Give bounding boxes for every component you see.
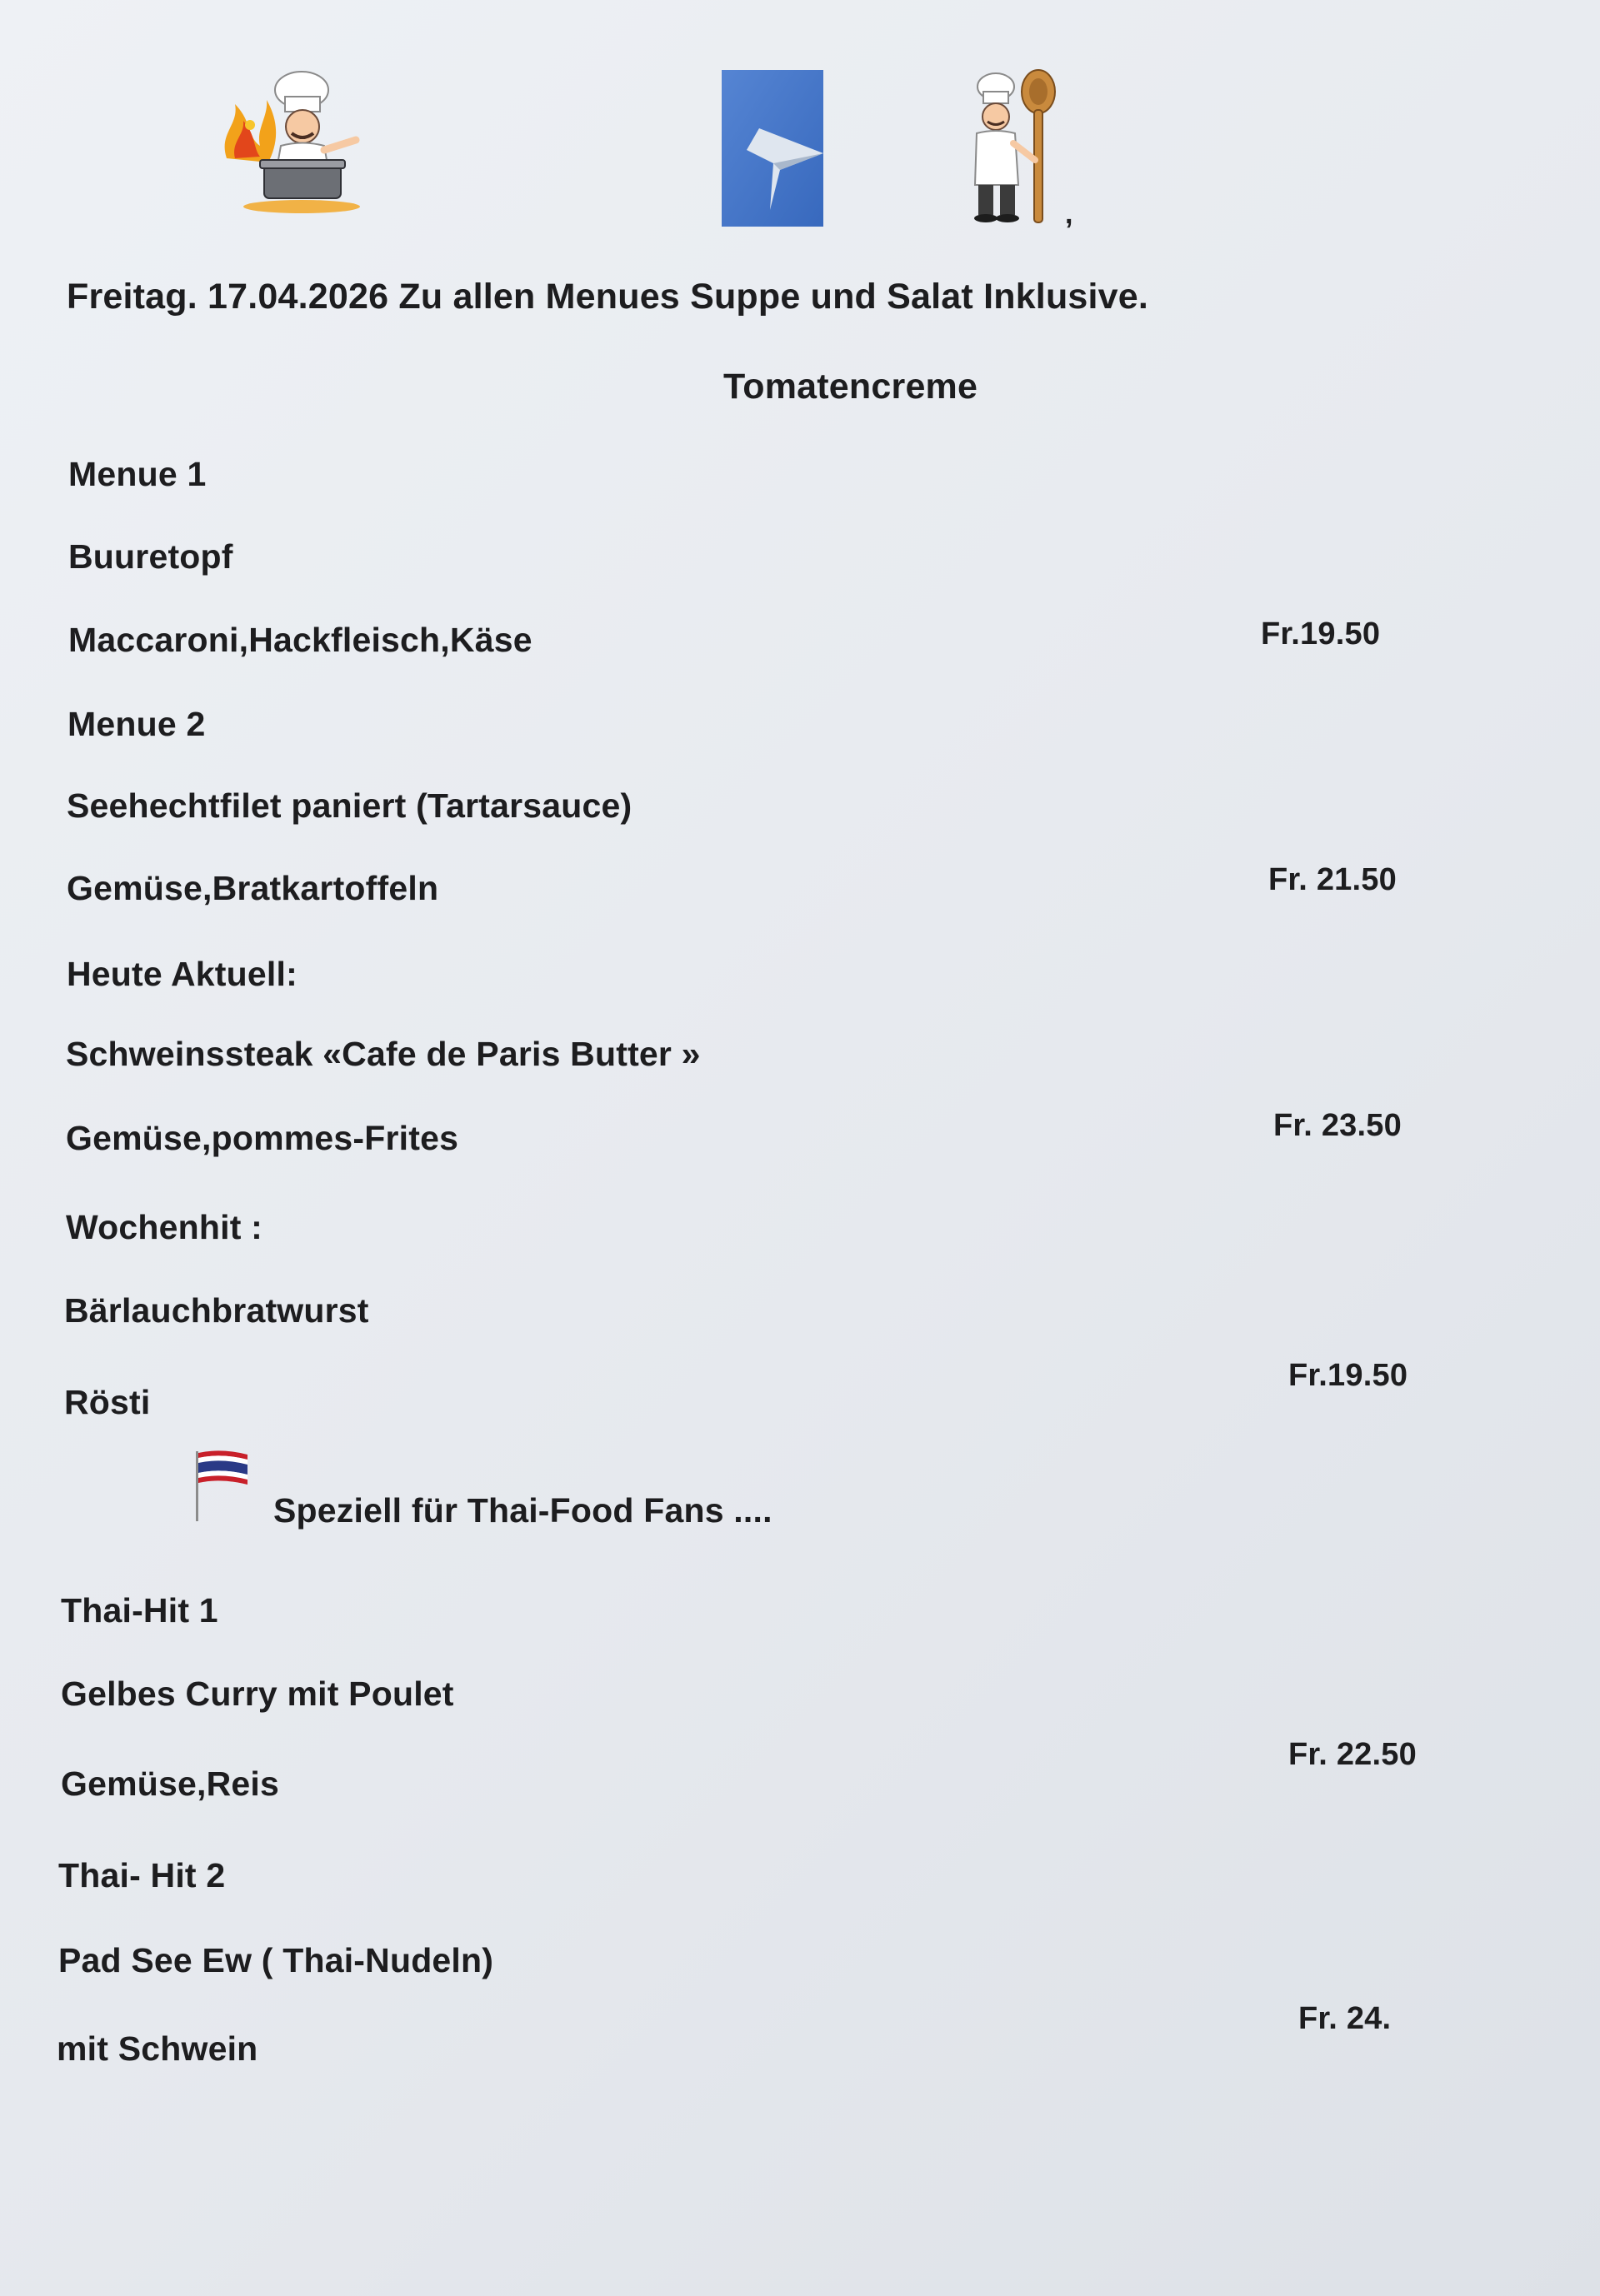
thai-2-label: Thai- Hit 2 bbox=[58, 1856, 226, 1894]
thai-flag-icon bbox=[188, 1446, 254, 1521]
thai-2-sides: mit Schwein bbox=[57, 2029, 258, 2068]
menu-2-dish: Seehechtfilet paniert (Tartarsauce) bbox=[67, 786, 632, 825]
date-line: Freitag. 17.04.2026 Zu allen Menues Suppe und Salat Inklusive. bbox=[67, 277, 1149, 317]
weekly-price: Fr.19.50 bbox=[1288, 1358, 1408, 1393]
menu-2-label: Menue 2 bbox=[68, 705, 206, 743]
thai-1-dish: Gelbes Curry mit Poulet bbox=[61, 1675, 454, 1713]
special-label: Heute Aktuell: bbox=[67, 955, 298, 993]
special-sides: Gemüse,pommes-Frites bbox=[66, 1119, 459, 1157]
special-price: Fr. 23.50 bbox=[1273, 1108, 1402, 1143]
menu-2-sides: Gemüse,Bratkartoffeln bbox=[67, 869, 439, 907]
thai-2-dish: Pad See Ew ( Thai-Nudeln) bbox=[58, 1941, 494, 1979]
menu-1-price: Fr.19.50 bbox=[1261, 616, 1381, 651]
menu-1-sides: Maccaroni,Hackfleisch,Käse bbox=[68, 621, 532, 659]
chef-spoon-icon bbox=[958, 68, 1067, 227]
weekly-dish: Bärlauchbratwurst bbox=[64, 1291, 369, 1330]
chef-cooking-pot-icon bbox=[218, 67, 377, 217]
thai-1-label: Thai-Hit 1 bbox=[61, 1591, 218, 1630]
weekly-label: Wochenhit : bbox=[66, 1208, 263, 1246]
thai-intro: Speziell für Thai-Food Fans .... bbox=[273, 1491, 772, 1530]
menu-1-dish: Buuretopf bbox=[68, 537, 233, 576]
thai-1-sides: Gemüse,Reis bbox=[61, 1764, 279, 1803]
star-logo-icon bbox=[722, 70, 823, 227]
comma-mark: , bbox=[1065, 198, 1073, 230]
soup-of-day: Tomatencreme bbox=[723, 367, 978, 407]
menu-1-label: Menue 1 bbox=[68, 455, 207, 493]
menu-2-price: Fr. 21.50 bbox=[1268, 862, 1397, 897]
thai-1-price: Fr. 22.50 bbox=[1288, 1737, 1417, 1772]
special-dish: Schweinssteak «Cafe de Paris Butter » bbox=[66, 1035, 701, 1073]
thai-2-price: Fr. 24. bbox=[1298, 2001, 1392, 2036]
weekly-sides: Rösti bbox=[64, 1383, 151, 1421]
